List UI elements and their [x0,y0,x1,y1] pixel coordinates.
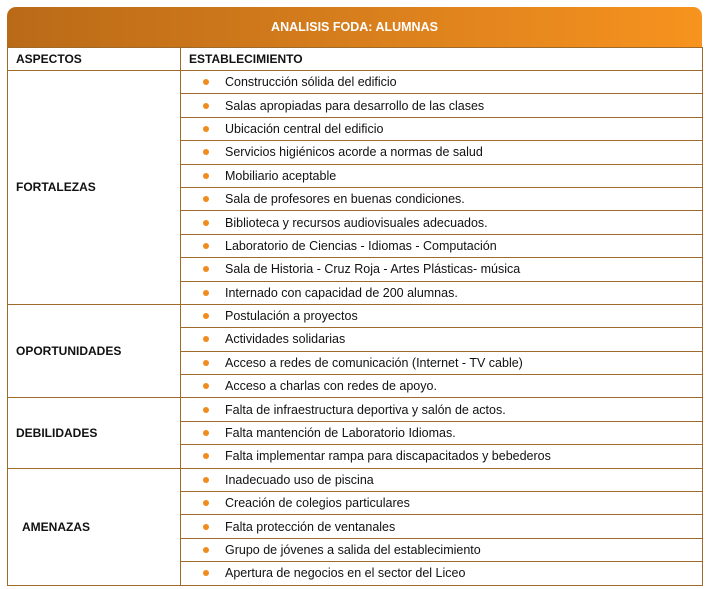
list-item [181,234,703,257]
bullet-icon [203,266,209,272]
list-item [181,164,703,187]
bullet-icon [203,570,209,576]
list-item-text: Servicios higiénicos acorde a normas de salud [225,145,483,160]
header-row [8,48,703,71]
list-item-content [181,286,702,300]
list-item [181,71,703,94]
list-item-text: Sala de profesores en buenas condiciones. [225,192,465,207]
list-item [181,515,703,538]
list-item-text: Grupo de jóvenes a salida del establecimiento [225,543,481,557]
list-item-content [181,520,702,534]
bullet-icon [203,430,209,436]
bullet-icon [203,336,209,342]
list-item-text: Salas apropiadas para desarrollo de las clases [225,98,485,113]
bullet-icon [203,383,209,389]
table-title: ANALISIS FODA: ALUMNAS [7,7,702,47]
list-item [181,141,703,164]
aspect-fortalezas: FORTALEZAS [8,71,181,305]
bullet-icon [203,500,209,506]
foda-table [7,47,703,586]
list-item-content [181,216,702,230]
bullet-icon [203,477,209,483]
list-item-text: Apertura de negocios en el sector del Liceo [225,566,466,581]
list-item-content [181,145,702,159]
list-item-content [181,403,702,417]
list-item [181,562,703,585]
list-item-text: Ubicación central del edificio [225,121,384,136]
bullet-icon [203,220,209,226]
list-item [181,304,703,327]
list-item-text: Mobiliario aceptable [225,168,337,183]
aspect-oportunidades: OPORTUNIDADES [8,304,181,398]
bullet-icon [203,290,209,296]
list-item-content [181,426,702,440]
list-item-content [181,169,702,183]
bullet-icon [203,243,209,249]
list-item-text: Construcción sólida del edificio [225,75,397,90]
list-item [181,351,703,374]
list-item-content [181,99,702,113]
table-row [8,398,703,421]
list-item-content [181,379,702,393]
list-item [181,187,703,210]
list-item-content [181,122,702,136]
bullet-icon [203,407,209,413]
list-item-content [181,566,702,580]
bullet-icon [203,173,209,179]
foda-table-container [7,7,702,586]
aspect-amenazas: AMENAZAS [8,468,181,585]
list-item [181,375,703,398]
table-row [8,468,703,491]
list-item-text: Internado con capacidad de 200 alumnas. [225,285,458,300]
bullet-icon [203,547,209,553]
list-item-content [181,543,702,557]
list-item-content [181,309,702,323]
list-item [181,538,703,561]
bullet-icon [203,524,209,530]
list-item [181,94,703,117]
header-aspects: ASPECTOS [8,48,181,71]
list-item [181,328,703,351]
list-item-content [181,239,702,253]
list-item [181,281,703,304]
list-item [181,468,703,491]
list-item [181,398,703,421]
bullet-icon [203,149,209,155]
list-item-text: Falta mantención de Laboratorio Idiomas. [225,426,456,441]
table-row [8,71,703,94]
list-item-content [181,332,702,346]
list-item-text: Actividades solidarias [225,332,346,347]
list-item-content [181,75,702,89]
list-item-content [181,496,702,510]
list-item-content [181,449,702,463]
list-item [181,258,703,281]
list-item-text: Biblioteca y recursos audiovisuales adecuados. [225,215,488,230]
list-item-content [181,262,702,276]
list-item [181,117,703,140]
list-item-content [181,192,702,206]
list-item-text: Postulación a proyectos [225,309,358,324]
bullet-icon [203,360,209,366]
bullet-icon [203,126,209,132]
list-item-text: Falta de infraestructura deportiva y salón de actos. [225,402,506,417]
list-item-content [181,473,702,487]
bullet-icon [203,313,209,319]
list-item [181,445,703,468]
list-item-text: Laboratorio de Ciencias - Idiomas - Computación [225,238,497,253]
table-row [8,304,703,327]
list-item-text: Falta protección de ventanales [225,519,396,534]
header-establishment: ESTABLECIMIENTO [181,48,703,71]
bullet-icon [203,79,209,85]
list-item-text: Sala de Historia - Cruz Roja - Artes Plásticas- música [225,262,521,277]
list-item-content [181,356,702,370]
foda-body [8,71,703,586]
list-item [181,421,703,444]
list-item-text: Inadecuado uso de piscina [225,472,374,487]
list-item-text: Acceso a charlas con redes de apoyo. [225,379,437,394]
list-item-text: Acceso a redes de comunicación (Internet - TV cable) [225,355,523,370]
list-item-text: Creación de colegios particulares [225,496,410,511]
list-item [181,492,703,515]
list-item [181,211,703,234]
bullet-icon [203,453,209,459]
aspect-debilidades: DEBILIDADES [8,398,181,468]
bullet-icon [203,196,209,202]
bullet-icon [203,103,209,109]
list-item-text: Falta implementar rampa para discapacitados y bebederos [225,449,551,464]
